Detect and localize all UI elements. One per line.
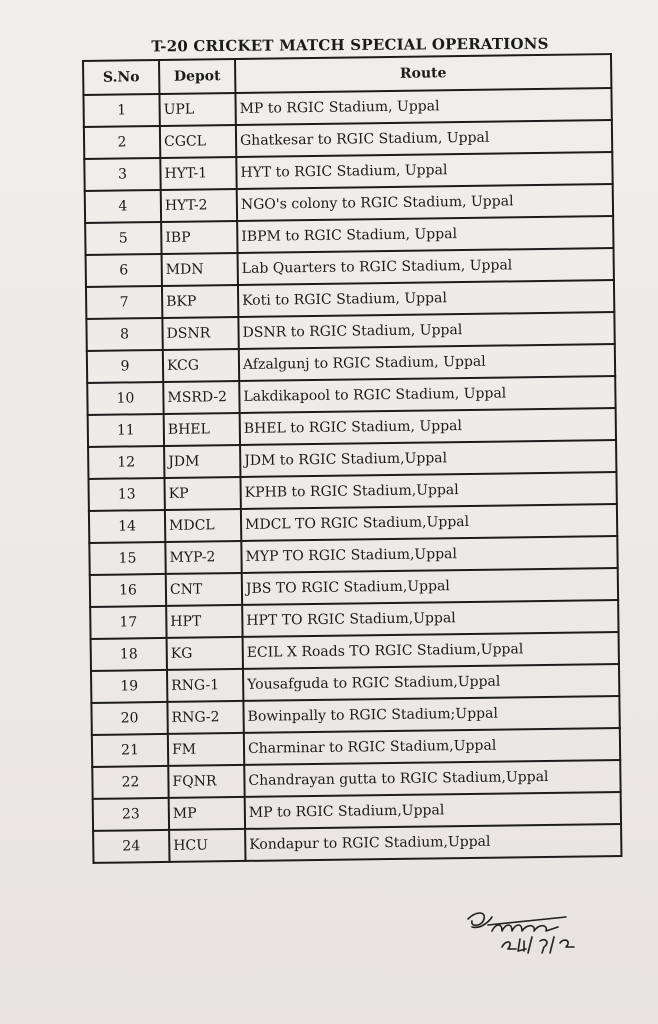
cell-sno: 21 [92, 734, 168, 767]
cell-sno: 6 [86, 254, 162, 287]
operations-table [82, 53, 622, 864]
cell-sno: 13 [88, 478, 164, 511]
cell-route: HPT TO RGIC Stadium,Uppal [242, 600, 618, 637]
cell-depot: KG [167, 637, 243, 670]
cell-sno: 3 [84, 158, 160, 191]
operations-table-container [82, 53, 620, 864]
cell-sno: 24 [93, 830, 169, 863]
cell-sno: 19 [91, 670, 167, 703]
cell-route: JDM to RGIC Stadium,Uppal [240, 440, 616, 477]
cell-sno: 5 [85, 222, 161, 255]
header-sno: S.No [83, 60, 159, 95]
cell-depot: MSRD-2 [163, 381, 239, 414]
cell-route: MYP TO RGIC Stadium,Uppal [241, 536, 617, 573]
cell-route: Afzalgunj to RGIC Stadium, Uppal [239, 344, 615, 381]
cell-sno: 4 [85, 190, 161, 223]
cell-route: BHEL to RGIC Stadium, Uppal [240, 408, 616, 445]
cell-route: NGO's colony to RGIC Stadium, Uppal [237, 184, 613, 221]
cell-depot: BKP [162, 285, 238, 318]
cell-depot: UPL [159, 93, 235, 126]
header-depot: Depot [159, 59, 235, 94]
cell-route: Koti to RGIC Stadium, Uppal [238, 280, 614, 317]
cell-route: IBPM to RGIC Stadium, Uppal [237, 216, 613, 253]
cell-sno: 20 [91, 702, 167, 735]
cell-route: MP to RGIC Stadium,Uppal [245, 792, 621, 829]
cell-route: Kondapur to RGIC Stadium,Uppal [245, 824, 621, 861]
cell-sno: 18 [91, 638, 167, 671]
cell-depot: HPT [166, 605, 242, 638]
cell-sno: 22 [92, 766, 168, 799]
cell-depot: FQNR [168, 765, 244, 798]
cell-sno: 11 [88, 414, 164, 447]
cell-route: DSNR to RGIC Stadium, Uppal [238, 312, 614, 349]
cell-route: Chandrayan gutta to RGIC Stadium,Uppal [244, 760, 620, 797]
table-body [83, 88, 621, 863]
cell-sno: 7 [86, 286, 162, 319]
cell-depot: FM [168, 733, 244, 766]
cell-sno: 15 [89, 542, 165, 575]
cell-depot: KP [164, 477, 240, 510]
cell-route: Lakdikapool to RGIC Stadium, Uppal [239, 376, 615, 413]
table-row [93, 824, 621, 863]
cell-depot: MYP-2 [165, 541, 241, 574]
cell-depot: DSNR [162, 317, 238, 350]
cell-depot: MDN [162, 253, 238, 286]
cell-route: MDCL TO RGIC Stadium,Uppal [241, 504, 617, 541]
cell-route: ECIL X Roads TO RGIC Stadium,Uppal [243, 632, 619, 669]
cell-sno: 2 [84, 126, 160, 159]
cell-route: Ghatkesar to RGIC Stadium, Uppal [236, 120, 612, 157]
cell-sno: 1 [83, 94, 159, 127]
cell-sno: 8 [86, 318, 162, 351]
cell-depot: RNG-1 [167, 669, 243, 702]
cell-depot: MP [169, 797, 245, 830]
header-route: Route [235, 54, 611, 93]
cell-route: HYT to RGIC Stadium, Uppal [236, 152, 612, 189]
cell-depot: HCU [169, 829, 245, 862]
cell-sno: 10 [87, 382, 163, 415]
cell-route: Charminar to RGIC Stadium,Uppal [244, 728, 620, 765]
cell-route: JBS TO RGIC Stadium,Uppal [242, 568, 618, 605]
cell-route: MP to RGIC Stadium, Uppal [235, 88, 611, 125]
cell-sno: 23 [93, 798, 169, 831]
cell-sno: 9 [87, 350, 163, 383]
cell-depot: RNG-2 [167, 701, 243, 734]
cell-depot: HYT-1 [160, 157, 236, 190]
cell-sno: 17 [90, 606, 166, 639]
cell-depot: BHEL [164, 413, 240, 446]
cell-depot: CNT [166, 573, 242, 606]
cell-depot: JDM [164, 445, 240, 478]
cell-sno: 16 [90, 574, 166, 607]
cell-route: KPHB to RGIC Stadium,Uppal [240, 472, 616, 509]
cell-depot: HYT-2 [161, 189, 237, 222]
cell-depot: IBP [161, 221, 237, 254]
cell-route: Bowinpally to RGIC Stadium;Uppal [243, 696, 619, 733]
cell-depot: KCG [163, 349, 239, 382]
cell-sno: 14 [89, 510, 165, 543]
handwritten-signature [462, 905, 592, 965]
cell-sno: 12 [88, 446, 164, 479]
cell-route: Yousafguda to RGIC Stadium,Uppal [243, 664, 619, 701]
cell-route: Lab Quarters to RGIC Stadium, Uppal [238, 248, 614, 285]
cell-depot: CGCL [160, 125, 236, 158]
cell-depot: MDCL [165, 509, 241, 542]
document-title: T-20 CRICKET MATCH SPECIAL OPERATIONS [151, 34, 549, 56]
